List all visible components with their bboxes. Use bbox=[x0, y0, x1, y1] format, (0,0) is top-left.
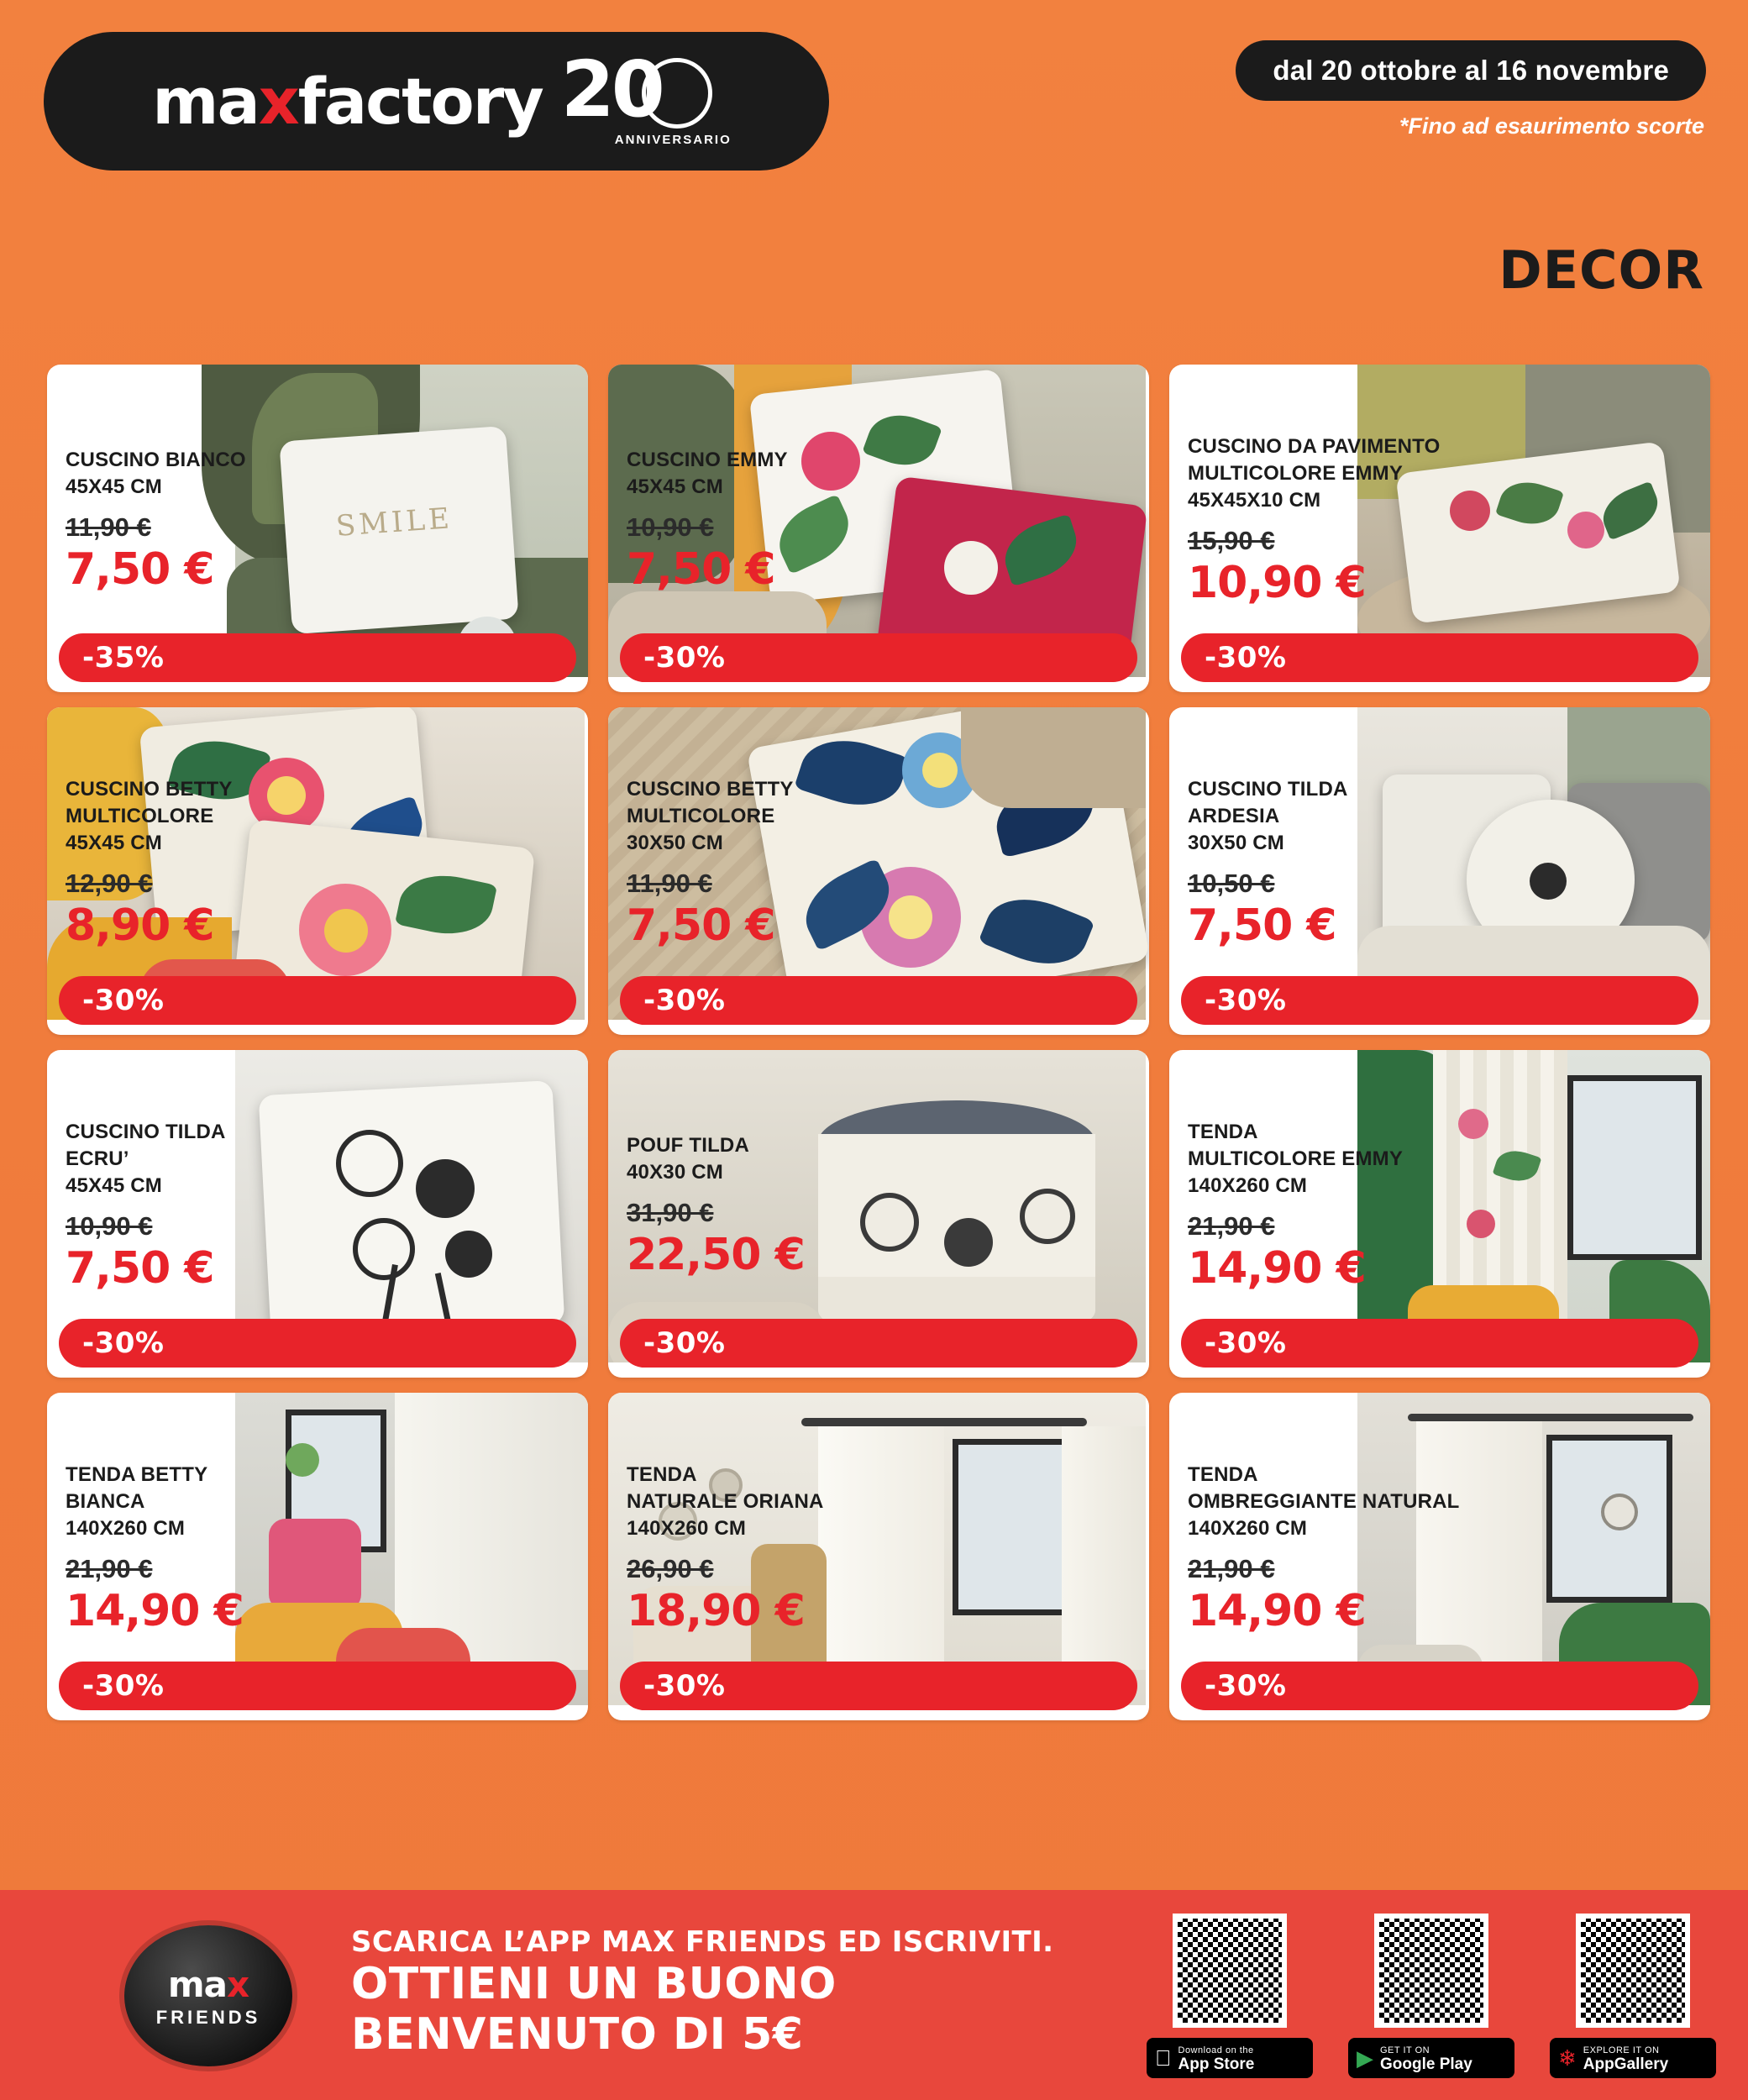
max-friends-logo bbox=[124, 1925, 292, 2066]
product-old-price: 11,90 € bbox=[66, 512, 151, 542]
brand-logo bbox=[44, 32, 829, 171]
store-badges bbox=[1147, 1914, 1716, 2078]
product-info bbox=[1188, 707, 1465, 1020]
app-store-small-label: Download on the bbox=[1162, 2045, 1238, 2055]
product-old-price: 21,90 € bbox=[1188, 1553, 1275, 1583]
product-new-price: 10,90 € bbox=[1188, 557, 1366, 608]
qr-code-appgallery[interactable] bbox=[1576, 1914, 1690, 2028]
product-old-price: 10,90 € bbox=[627, 512, 714, 542]
product-new-price: 14,90 € bbox=[1188, 1585, 1366, 1636]
discount-badge: -30% bbox=[1181, 976, 1698, 1025]
product-new-price: 8,90 € bbox=[66, 900, 214, 951]
page-title: DECOR bbox=[1499, 239, 1704, 301]
product-name: TENDA NATURALE ORIANA 140X260 CM bbox=[627, 1463, 824, 1540]
grid-cell bbox=[37, 1050, 598, 1393]
product-old-price: 11,90 € bbox=[627, 868, 712, 898]
product-card[interactable] bbox=[1169, 1393, 1710, 1720]
product-name: CUSCINO EMMY 45X45 CM bbox=[627, 449, 788, 498]
product-name: CUSCINO BETTY MULTICOLORE 30X50 CM bbox=[627, 778, 794, 854]
appgallery-icon: ❄ bbox=[1558, 2045, 1577, 2071]
product-info bbox=[66, 707, 343, 1020]
product-old-price: 26,90 € bbox=[627, 1553, 714, 1583]
grid-cell bbox=[598, 1393, 1159, 1735]
product-new-price: 7,50 € bbox=[1188, 900, 1336, 951]
date-range-badge: dal 20 ottobre al 16 novembre bbox=[1236, 40, 1706, 101]
apple-icon bbox=[1155, 2047, 1172, 2069]
product-card[interactable] bbox=[47, 1050, 588, 1378]
discount-badge: -30% bbox=[59, 1319, 576, 1368]
product-name: TENDA BETTY BIANCA 140X260 CM bbox=[66, 1463, 208, 1540]
product-name: TENDA MULTICOLORE EMMY 140X260 CM bbox=[1188, 1121, 1404, 1197]
discount-badge: -35% bbox=[59, 633, 576, 682]
promo-line-3: BENVENUTO DI 5€ bbox=[351, 2009, 804, 2061]
google-play-small-label: GET IT ON bbox=[1380, 2045, 1430, 2055]
discount-badge: -30% bbox=[1181, 1662, 1698, 1710]
promo-text bbox=[351, 1925, 1053, 2061]
product-card[interactable] bbox=[608, 365, 1149, 692]
product-info bbox=[1188, 1050, 1465, 1362]
product-info bbox=[627, 707, 904, 1020]
app-store-big-label: App Store bbox=[1162, 2055, 1238, 2074]
grid-cell bbox=[1159, 365, 1720, 707]
product-new-price: 14,90 € bbox=[66, 1585, 244, 1636]
discount-badge: -30% bbox=[620, 1662, 1137, 1710]
product-name: CUSCINO TILDA ECRU’ 45X45 CM bbox=[66, 1121, 226, 1197]
product-name: TENDA OMBREGGIANTE NATURAL 140X260 CM bbox=[1188, 1463, 1460, 1540]
brand-wordmark: maxfactory bbox=[152, 64, 543, 139]
product-card[interactable] bbox=[608, 1050, 1149, 1378]
product-card[interactable] bbox=[47, 707, 588, 1035]
google-play-big-label: Google Play bbox=[1380, 2055, 1472, 2074]
product-info bbox=[66, 1050, 343, 1362]
product-card[interactable] bbox=[47, 1393, 588, 1720]
anniversary-label: ANNIVERSARIO bbox=[614, 132, 732, 147]
product-info bbox=[627, 1393, 904, 1705]
product-old-price: 21,90 € bbox=[66, 1553, 153, 1583]
product-card[interactable] bbox=[47, 365, 588, 692]
discount-badge: -30% bbox=[620, 633, 1137, 682]
product-info bbox=[1188, 1393, 1465, 1705]
discount-badge: -30% bbox=[1181, 1319, 1698, 1368]
promo-line-1: SCARICA L’APP MAX FRIENDS ED ISCRIVITI. bbox=[351, 1925, 1054, 1959]
qr-code-google-play[interactable] bbox=[1374, 1914, 1488, 2028]
product-name: POUF TILDA 40X30 CM bbox=[627, 1134, 749, 1184]
max-friends-wordmark: max bbox=[167, 1963, 249, 2005]
product-info bbox=[66, 1393, 343, 1705]
app-store-badge[interactable] bbox=[1147, 2038, 1313, 2078]
product-info bbox=[66, 365, 343, 677]
qr-code-app-store[interactable] bbox=[1173, 1914, 1287, 2028]
product-new-price: 7,50 € bbox=[66, 543, 214, 595]
product-info bbox=[627, 1050, 904, 1362]
discount-badge: -30% bbox=[59, 1662, 576, 1710]
product-old-price: 12,90 € bbox=[66, 868, 153, 898]
store-google-play[interactable] bbox=[1348, 1914, 1514, 2078]
product-name: CUSCINO BETTY MULTICOLORE 45X45 CM bbox=[66, 778, 233, 854]
product-name: CUSCINO DA PAVIMENTO MULTICOLORE EMMY 45X45X10 CM bbox=[1188, 435, 1441, 512]
product-info bbox=[627, 365, 904, 677]
product-name: CUSCINO BIANCO 45X45 CM bbox=[66, 449, 246, 498]
anniversary-number: 20 bbox=[560, 44, 662, 134]
product-new-price: 14,90 € bbox=[1188, 1242, 1366, 1294]
grid-cell bbox=[598, 707, 1159, 1050]
product-info bbox=[1188, 365, 1465, 677]
store-appgallery[interactable] bbox=[1550, 1914, 1716, 2078]
product-old-price: 31,90 € bbox=[627, 1197, 714, 1227]
product-card[interactable] bbox=[608, 707, 1149, 1035]
discount-badge: -30% bbox=[59, 976, 576, 1025]
discount-badge: -30% bbox=[1181, 633, 1698, 682]
product-card[interactable] bbox=[608, 1393, 1149, 1720]
google-play-badge[interactable] bbox=[1348, 2038, 1514, 2078]
product-old-price: 10,50 € bbox=[1188, 868, 1275, 898]
appgallery-badge[interactable] bbox=[1550, 2038, 1716, 2078]
grid-cell bbox=[598, 1050, 1159, 1393]
grid-cell bbox=[598, 365, 1159, 707]
product-new-price: 7,50 € bbox=[627, 543, 775, 595]
max-friends-sub: FRIENDS bbox=[155, 2006, 261, 2028]
play-icon: ▶ bbox=[1357, 2045, 1373, 2071]
product-name: CUSCINO TILDA ARDESIA 30X50 CM bbox=[1188, 778, 1348, 854]
promo-line-2: OTTIENI UN BUONO bbox=[351, 1959, 837, 2009]
product-new-price: 18,90 € bbox=[627, 1585, 805, 1636]
product-new-price: 22,50 € bbox=[627, 1229, 805, 1280]
grid-cell bbox=[37, 1393, 598, 1735]
appgallery-small-label: EXPLORE IT ON bbox=[1583, 2045, 1660, 2055]
product-image: SMILE bbox=[47, 365, 588, 677]
footer-promo-banner bbox=[0, 1890, 1748, 2100]
anniversary-mark bbox=[560, 44, 732, 152]
product-card[interactable] bbox=[1169, 707, 1710, 1035]
grid-cell bbox=[1159, 1393, 1720, 1735]
appgallery-big-label: AppGallery bbox=[1583, 2055, 1669, 2074]
product-card[interactable] bbox=[1169, 365, 1710, 692]
discount-badge: -30% bbox=[620, 976, 1137, 1025]
grid-cell bbox=[37, 365, 598, 707]
product-old-price: 21,90 € bbox=[1188, 1210, 1275, 1241]
grid-cell bbox=[1159, 1050, 1720, 1393]
product-card[interactable] bbox=[1169, 1050, 1710, 1378]
product-grid bbox=[37, 365, 1714, 1735]
product-old-price: 10,90 € bbox=[66, 1210, 153, 1241]
grid-cell bbox=[1159, 707, 1720, 1050]
product-old-price: 15,90 € bbox=[1188, 525, 1275, 555]
anniversary-ring bbox=[642, 58, 712, 129]
product-new-price: 7,50 € bbox=[66, 1242, 214, 1294]
discount-badge: -30% bbox=[620, 1319, 1137, 1368]
header bbox=[0, 0, 1748, 301]
grid-cell bbox=[37, 707, 598, 1050]
stock-disclaimer: *Fino ad esaurimento scorte bbox=[1399, 113, 1704, 139]
store-app-store[interactable] bbox=[1147, 1914, 1313, 2078]
product-new-price: 7,50 € bbox=[627, 900, 775, 951]
